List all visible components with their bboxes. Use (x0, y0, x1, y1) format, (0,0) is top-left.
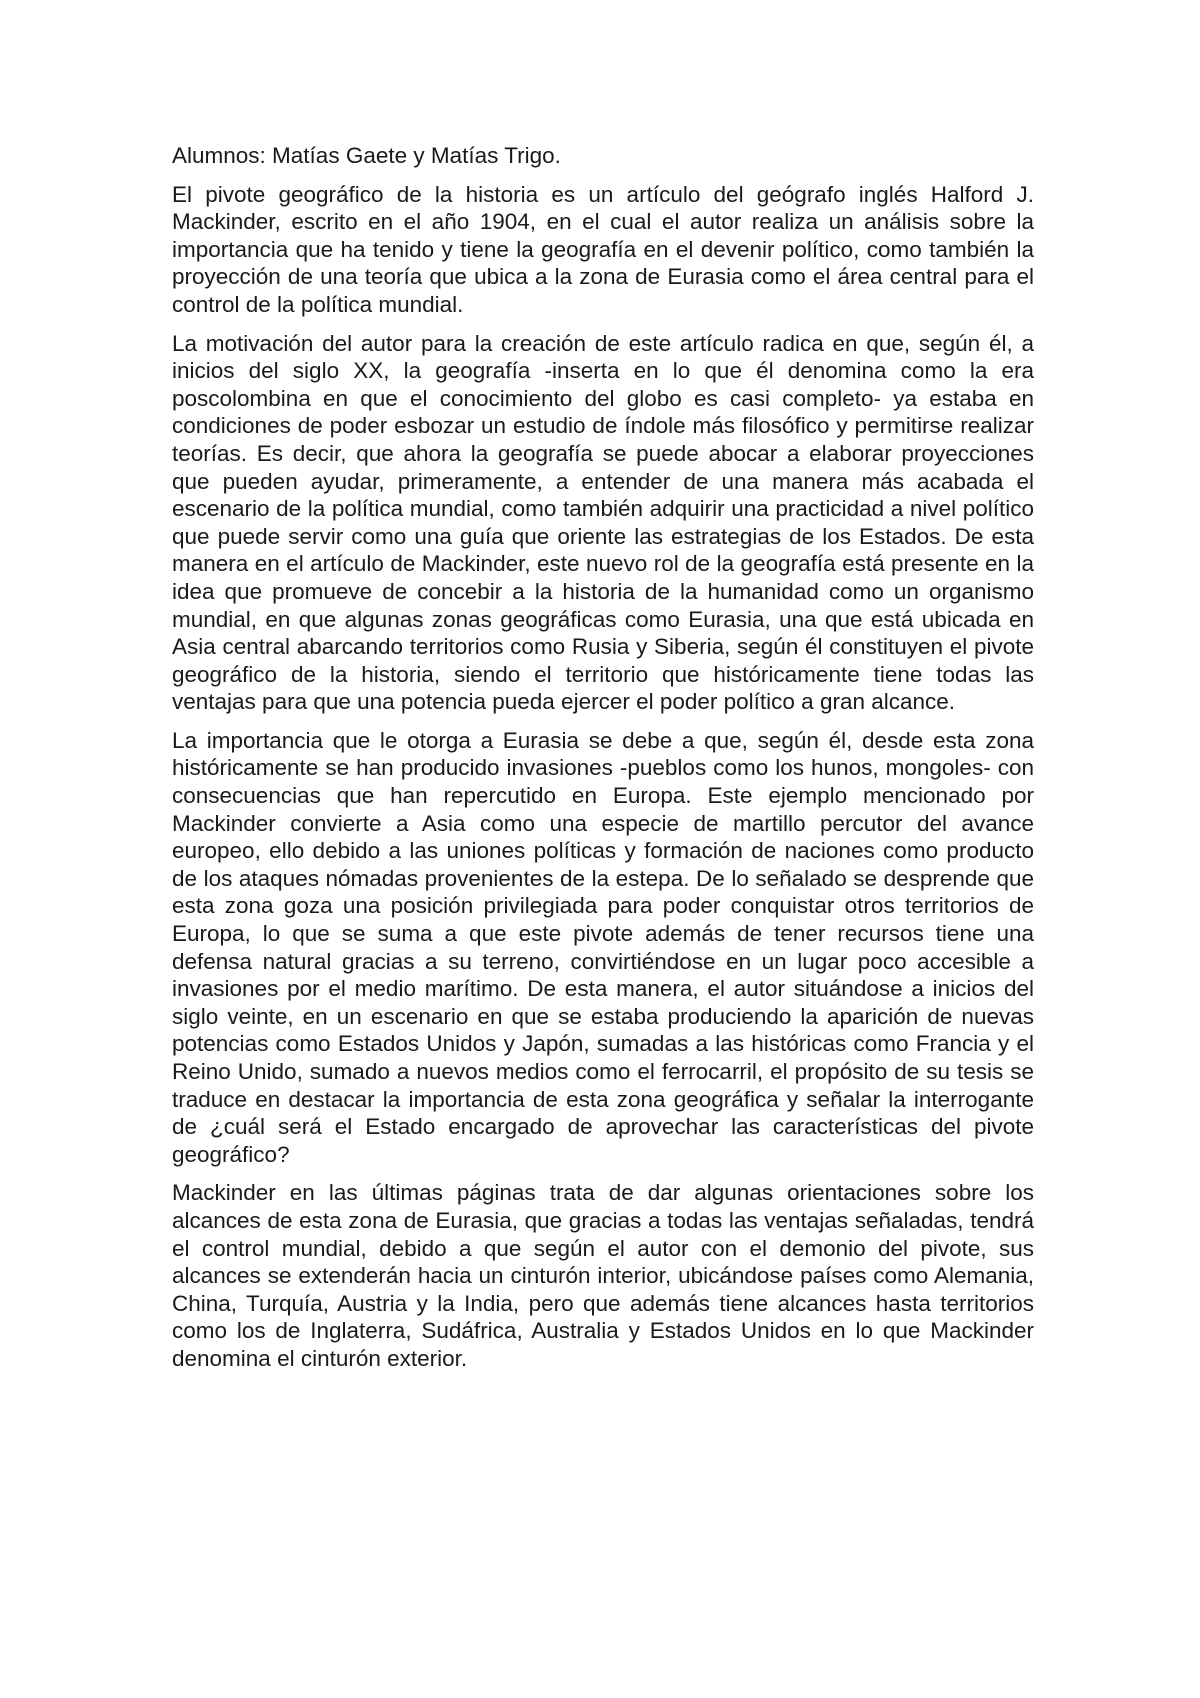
authors-line: Alumnos: Matías Gaete y Matías Trigo. (172, 143, 561, 168)
paragraph-motivation: La motivación del autor para la creación de este artículo radica en que, según él, a inicios del siglo XX, la geografía -inserta en lo que él denomina como la era poscolombina en que el conocimiento del globo es casi completo- ya estaba en condiciones de poder esbozar un estudio de índole más filosófico y permitirse realizar teorías. Es decir, que ahora la geografía se puede abocar a elaborar proyecciones que pueden ayudar, primeramente, a entender de una manera más acabada el escenario de la política mundial, como también adquirir una practicidad a nivel político que puede servir como una guía que oriente las estrategias de los Estados. De esta manera en el artículo de Mackinder, este nuevo rol de la geografía está presente en la idea que promueve de concebir a la historia de la humanidad como un organismo mundial, en que algunas zonas geográficas como Eurasia, una que está ubicada en Asia central abarcando territorios como Rusia y Siberia, según él constituyen el pivote geográfico de la historia, siendo el territorio que históricamente tiene todas las ventajas para que una potencia pueda ejercer el poder político a gran alcance. (172, 330, 1034, 715)
paragraph-conclusion: Mackinder en las últimas páginas trata de dar algunas orientaciones sobre los alcances de esta zona de Eurasia, que gracias a todas las ventajas señaladas, tendrá el control mundial, debido a que según el autor con el demonio del pivote, sus alcances se extenderán hacia un cinturón interior, ubicándose países como Alemania, China, Turquía, Austria y la India, pero que además tiene alcances hasta territorios como los de Inglaterra, Sudáfrica, Australia y Estados Unidos en lo que Mackinder denomina el cinturón exterior. (172, 1180, 1034, 1371)
paragraph-importance-eurasia: La importancia que le otorga a Eurasia se debe a que, según él, desde esta zona históricamente se han producido invasiones -pueblos como los hunos, mongoles- con consecuencias que han repercutido en Europa. Este ejemplo mencionado por Mackinder convierte a Asia como una especie de martillo percutor del avance europeo, ello debido a las uniones políticas y formación de naciones como producto de los ataques nómadas provenientes de la estepa. De lo señalado se desprende que esta zona goza una posición privilegiada para poder conquistar otros territorios de Europa, lo que se suma a que este pivote además de tener recursos tiene una defensa natural gracias a su terreno, convirtiéndose en un lugar poco accesible a invasiones por el medio marítimo. De esta manera, el autor situándose a inicios del siglo veinte, en un escenario en que se estaba produciendo la aparición de nuevas potencias como Estados Unidos y Japón, sumadas a las históricas como Francia y el Reino Unido, sumado a nuevos medios como el ferrocarril, el propósito de su tesis se traduce en destacar la importancia de esta zona geográfica y señalar la interrogante de ¿cuál será el Estado encargado de aprovechar las características del pivote geográfico? (172, 727, 1034, 1167)
document-page (172, 142, 1034, 1384)
paragraph-introduction: El pivote geográfico de la historia es un artículo del geógrafo inglés Halford J. Mackinder, escrito en el año 1904, en el cual el autor realiza un análisis sobre la importancia que ha tenido y tiene la geografía en el devenir político, como también la proyección de una teoría que ubica a la zona de Eurasia como el área central para el control de la política mundial. (172, 181, 1034, 317)
